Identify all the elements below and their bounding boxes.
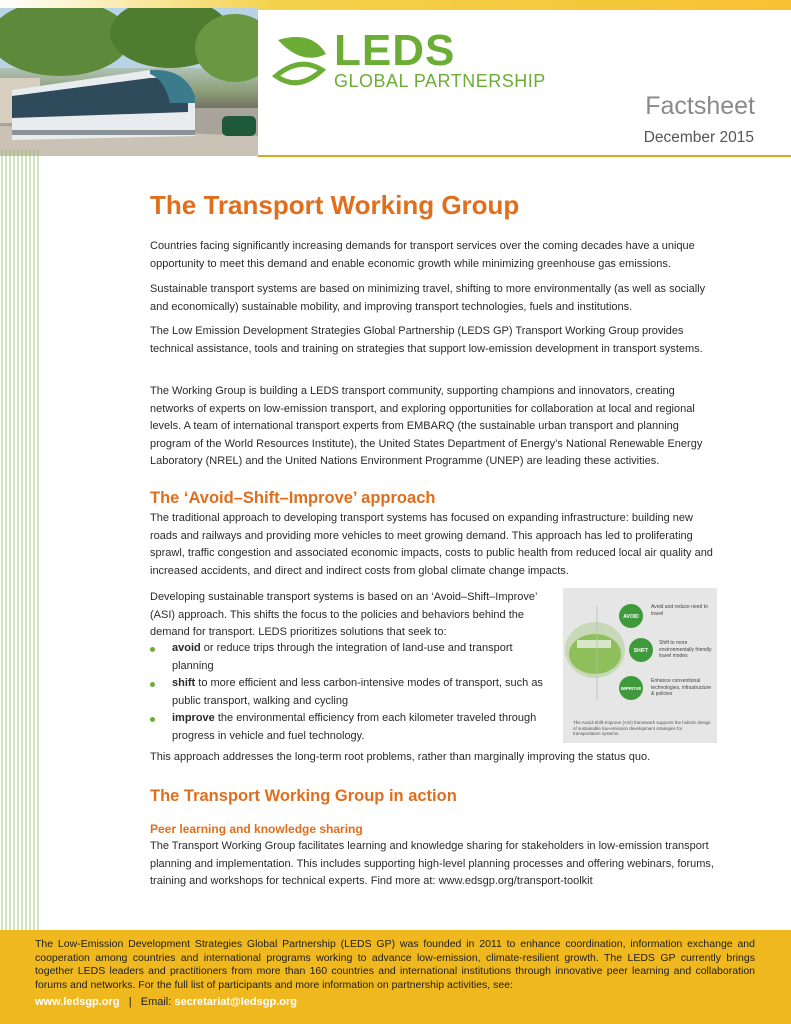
leaf-icon xyxy=(272,30,330,100)
logo-wordmark: LEDS xyxy=(334,26,456,75)
doc-type: Factsheet xyxy=(645,92,755,120)
bullet-text: to more efficient and less carbon-intensive modes of transport, such as public transport, walking and cycling xyxy=(172,677,543,707)
footer-text: The Low-Emission Development Strategies Global Partnership (LEDS GP) was founded in 2011 to enhance coordination, information exchange and cooperation among countries and international programs working to advance low-emission, climate-resilient growth. The LEDS GP currently brings together LEDS leaders and practitioners from more than 160 countries and international institutions through innovative peer learning and collaboration forums and networks. For the full list of participants and more information on partnership activities, see: xyxy=(35,938,755,991)
shift-label: SHIFT xyxy=(633,648,649,654)
asi-heading: The ‘Avoid–Shift–Improve’ approach xyxy=(150,489,436,507)
bullet-shift xyxy=(150,675,550,710)
logo-subtitle: GLOBAL PARTNERSHIP xyxy=(334,71,546,91)
bullet-dot xyxy=(150,647,155,652)
asi-paragraph-3: This approach addresses the long-term root problems, rather than marginally improving the status quo. xyxy=(150,751,651,763)
action-paragraph: The Transport Working Group facilitates learning and knowledge sharing for stakeholders in low-emission transport planning and implementation. This includes supporting high-level planning processes and offering webinars, forums, training and workshops for technical experts. Find more at: www.edsgp.org/transport-toolkit xyxy=(150,840,714,887)
asi-paragraph-2: Developing sustainable transport systems is based on an ‘Avoid–Shift–Improve’ (ASI) approach. This shifts the focus to the policies and behaviors behind the demand for transport. LEDS prioritizes solutions that seek to: xyxy=(150,591,538,638)
improve-desc: Enhance conventional technologies, infrastructure & policies xyxy=(651,678,712,697)
decorative-lines xyxy=(0,150,48,930)
email-label: Email: xyxy=(140,996,172,1008)
page-title: The Transport Working Group xyxy=(150,190,520,220)
bullet-dot xyxy=(150,682,155,687)
footer xyxy=(0,930,791,1024)
footer-links xyxy=(35,996,297,1008)
intro-paragraph-4: The Working Group is building a LEDS transport community, supporting champions and innovators, creating networks of experts on low-emission transport, and exploring opportunities for collaboration at local and regional levels. A team of international transport experts from EMBARQ (the sustainable urban transport and planning program of the World Resources Institute), the United States Department of Energy’s National Renewable Energy Laboratory (NREL) and the United Nations Environment Programme (UNEP) are leading these activities. xyxy=(150,385,703,467)
bullet-lead: improve xyxy=(172,712,215,724)
intro-paragraph-2: Sustainable transport systems are based on minimizing travel, shifting to more environmentally (as well as socially and economically) sustainable mobility, and improving transport technologies, fuels and institutions. xyxy=(150,283,706,313)
bullet-avoid xyxy=(150,640,550,675)
intro-paragraph-1: Countries facing significantly increasing demands for transport services over the coming decades have a unique opportunity to meet this demand and enable economic growth while minimizing greenhouse gas emissions. xyxy=(150,240,695,270)
header-divider xyxy=(258,155,791,157)
email-link[interactable]: secretariat@ledsgp.org xyxy=(174,996,297,1008)
action-heading: The Transport Working Group in action xyxy=(150,787,457,805)
bullet-text: the environmental efficiency from each kilometer traveled through progress in vehicle and fuel technology. xyxy=(172,712,537,742)
improve-label: IMPROVE xyxy=(620,686,642,691)
footer-separator: | xyxy=(128,996,132,1008)
asi-figure xyxy=(563,588,717,743)
tram-photo xyxy=(0,8,258,156)
website-link[interactable]: www.ledsgp.org xyxy=(35,996,120,1008)
shift-desc: Shift to more environmentally friendly travel modes xyxy=(659,640,712,659)
bullet-lead: avoid xyxy=(172,642,201,654)
bullet-dot xyxy=(150,717,155,722)
bullet-lead: shift xyxy=(172,677,196,689)
bullet-improve xyxy=(150,710,550,745)
avoid-desc: Avoid and reduce need to travel xyxy=(651,604,708,617)
asi-paragraph-1: The traditional approach to developing transport systems has focused on expanding infrastructure: building new roads and railways and providing more vehicles to meet growing demand. This approach has led to proliferating sprawl, traffic congestion and associated economic impacts, costs to public health from reduced local air quality and increased accidents, and direct and indirect costs from global climate change impacts. xyxy=(150,512,713,577)
figure-caption: The Avoid-Shift-Improve (ASI) framework supports the holistic design of sustainable low-emission development strategies for transportation systems. xyxy=(573,720,711,736)
intro-paragraph-3: The Low Emission Development Strategies Global Partnership (LEDS GP) Transport Working Group provides technical assistance, tools and training on strategies that support low-emission development in transport systems. xyxy=(150,325,703,355)
action-subheading: Peer learning and knowledge sharing xyxy=(150,822,363,836)
bullet-text: or reduce trips through the integration of land-use and transport planning xyxy=(172,642,513,672)
doc-date: December 2015 xyxy=(643,129,754,146)
leds-logo xyxy=(272,26,572,106)
avoid-label: AVOID xyxy=(623,614,639,620)
